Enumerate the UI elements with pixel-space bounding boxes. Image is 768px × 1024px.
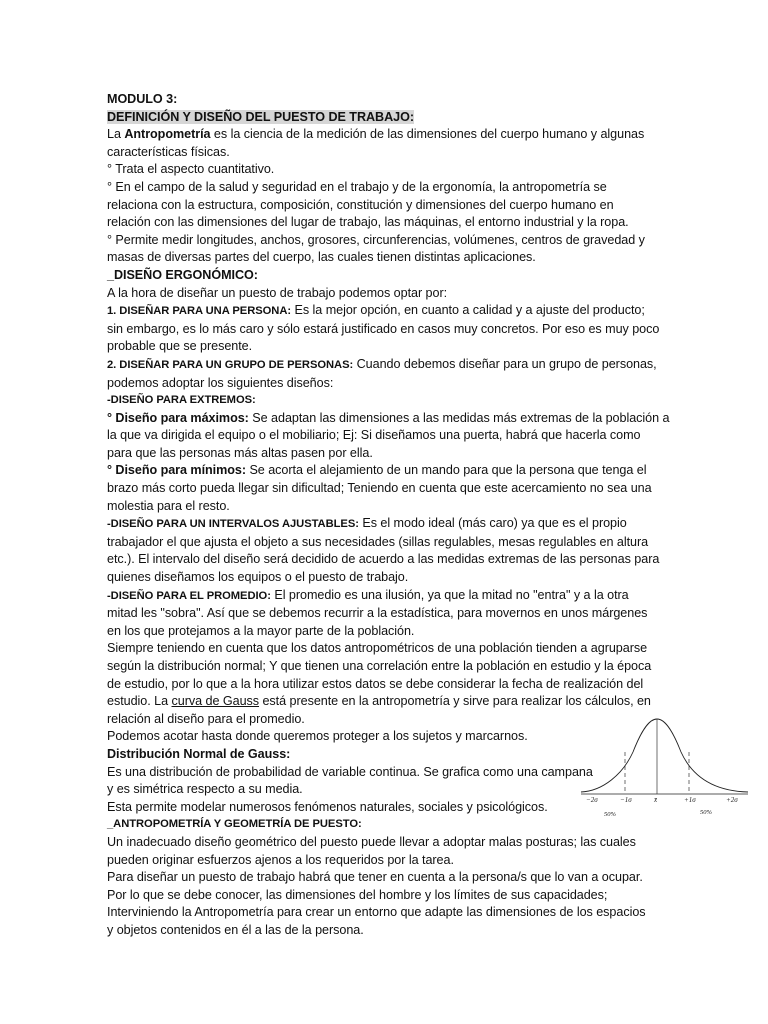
intro-term: Antropometría — [124, 127, 211, 142]
intro-line — [107, 126, 667, 144]
option-1 — [107, 302, 667, 321]
option-1-line: sin embargo, es lo más caro y sólo estará justificado en casos muy concretos. Por eso es muy poco — [107, 321, 660, 336]
min-line: brazo más corto pueda llegar sin dificultad; Teniendo en cuenta que este acercamiento no sea una — [107, 481, 652, 496]
paragraph-text: está presente en la antropometría y sirve para realizar los cálculos, en — [259, 694, 651, 709]
right-percentage-label: 50% — [700, 809, 712, 816]
module-heading: MODULO 3: — [107, 92, 178, 106]
gauss-line: Esta permite modelar numerosos fenómenos naturales, sociales y psicológicos. — [107, 799, 548, 814]
adjustable-design — [107, 515, 667, 534]
average-label: -DISEÑO PARA EL PROMEDIO: — [107, 589, 271, 602]
paragraph-text: estudio. La — [107, 694, 172, 709]
min-line: molestia para el resto. — [107, 498, 230, 513]
gauss-heading: Distribución Normal de Gauss: — [107, 746, 291, 761]
geometry-line: Para diseñar un puesto de trabajo habrá que tener en cuenta a la persona/s que lo van a ocupar. — [107, 870, 643, 885]
intro-line: características físicas. — [107, 144, 230, 159]
option-1-line: probable que se presente. — [107, 339, 253, 354]
option-2-label: 2. DISEÑAR PARA UN GRUPO DE PERSONAS: — [107, 358, 354, 371]
min-text: Se acorta el alejamiento de un mando para que la persona que tenga el — [246, 463, 647, 478]
intro-text: es la ciencia de la medición de las dimensiones del cuerpo humano y algunas — [210, 127, 645, 142]
option-1-label: 1. DISEÑAR PARA UNA PERSONA: — [107, 305, 292, 318]
section-title — [107, 109, 667, 127]
left-percentage-label: 50% — [604, 811, 616, 818]
geometry-line: Por lo que se debe conocer, las dimensiones del hombre y los límites de sus capacidades; — [107, 887, 608, 902]
paragraph-line: Podemos acotar hasta donde queremos proteger a los sujetos y marcarnos. — [107, 729, 528, 744]
paragraph-line: relación al diseño para el promedio. — [107, 711, 305, 726]
geometry-line: y objetos contenidos en él a las de la persona. — [107, 922, 364, 937]
adjustable-line: quienes diseñamos los equipos o el puesto de trabajo. — [107, 570, 409, 585]
tick-label-mean: x̄ — [654, 796, 658, 804]
gauss-curve-figure — [578, 712, 750, 822]
gauss-curve-link[interactable]: curva de Gauss — [171, 694, 260, 709]
paragraph-line: de estudio, por lo que a la hora utilizar estos datos se debe considerar la fecha de realización del — [107, 676, 644, 691]
max-line: para que las personas más altas pasen por ella. — [107, 445, 373, 460]
gauss-line: Es una distribución de probabilidad de variable continua. Se grafica como una campana — [107, 764, 593, 779]
bullet-line: relación con las dimensiones del lugar de trabajo, las máquinas, el entorno industrial y la ropa. — [107, 215, 629, 230]
section-title-text: DEFINICIÓN Y DISEÑO DEL PUESTO DE TRABAJO: — [107, 109, 414, 124]
average-text: El promedio es una ilusión, ya que la mitad no "entra" y a la otra — [270, 587, 629, 602]
average-line: mitad les "sobra". Así que se debemos recurrir a la estadística, para movernos en unos márgenes — [107, 606, 648, 621]
tick-label-plus-2sigma: +2σ — [726, 796, 738, 804]
max-label: ° Diseño para máximos: — [107, 410, 249, 425]
option-2 — [107, 356, 667, 375]
max-line: la que va dirigida el equipo o el mobiliario; Ej: Si diseñamos una puerta, habrá que hacerla como — [107, 428, 641, 443]
intro-text: La — [107, 127, 125, 142]
option-2-line: podemos adoptar los siguientes diseños: — [107, 375, 334, 390]
extremos-heading: -DISEÑO PARA EXTREMOS: — [107, 394, 256, 407]
gauss-line: y es simétrica respecto a su media. — [107, 782, 303, 797]
paragraph-line — [107, 693, 667, 711]
ergo-intro: A la hora de diseñar un puesto de trabajo podemos optar por: — [107, 285, 448, 300]
bell-curve — [581, 719, 748, 792]
adjustable-text: Es el modo ideal (más caro) ya que es el propio — [358, 516, 627, 531]
adjustable-line: etc.). El intervalo del diseño será decidido de acuerdo a las medidas extremas de las personas para — [107, 552, 660, 567]
adjustable-label: -DISEÑO PARA UN INTERVALOS AJUSTABLES: — [107, 518, 359, 531]
min-label: ° Diseño para mínimos: — [107, 463, 246, 478]
bullet-line: ° Trata el aspecto cuantitativo. — [107, 162, 275, 177]
geometry-heading: _ANTROPOMETRÍA Y GEOMETRÍA DE PUESTO: — [107, 818, 362, 831]
ergo-heading: _DISEÑO ERGONÓMICO: — [107, 267, 258, 282]
bullet-line: relaciona con la estructura, composición, constitución y dimensiones del cuerpo humano en — [107, 197, 614, 212]
max-text: Se adaptan las dimensiones a las medidas más extremas de la población a — [248, 410, 670, 425]
bullet-line: ° En el campo de la salud y seguridad en el trabajo y de la ergonomía, la antropometría se — [107, 179, 607, 194]
option-1-text: Es la mejor opción, en cuanto a calidad y a ajuste del producto; — [291, 303, 645, 318]
adjustable-line: trabajador el que ajusta el objeto a sus necesidades (sillas regulables, mesas regulables en altura — [107, 534, 649, 549]
option-2-text: Cuando debemos diseñar para un grupo de personas, — [353, 356, 657, 371]
bullet-line: ° Permite medir longitudes, anchos, grosores, circunferencias, volúmenes, centros de gravedad y — [107, 232, 645, 247]
tick-label-minus-1sigma: −1σ — [620, 796, 632, 804]
paragraph-line: según la distribución normal; Y que tienen una correlación entre la población en estudio y la época — [107, 659, 652, 673]
min-design — [107, 462, 667, 480]
average-design — [107, 587, 667, 606]
bullet-line: masas de diversas partes del cuerpo, las cuales tienen distintas aplicaciones. — [107, 250, 536, 265]
geometry-line: pueden originar esfuerzos ajenos a los requeridos por la tarea. — [107, 852, 454, 867]
tick-label-plus-1sigma: +1σ — [684, 796, 696, 804]
max-design — [107, 410, 670, 428]
geometry-line: Un inadecuado diseño geométrico del puesto puede llevar a adoptar malas posturas; las cuales — [107, 834, 636, 849]
paragraph-line: Siempre teniendo en cuenta que los datos antropométricos de una población tienden a agruparse — [107, 641, 648, 656]
geometry-line: Interviniendo la Antropometría para crear un entorno que adapte las dimensiones de los espacios — [107, 905, 646, 920]
average-line: en los que protejamos a la mayor parte de la población. — [107, 623, 415, 638]
tick-label-minus-2sigma: −2σ — [586, 796, 598, 804]
